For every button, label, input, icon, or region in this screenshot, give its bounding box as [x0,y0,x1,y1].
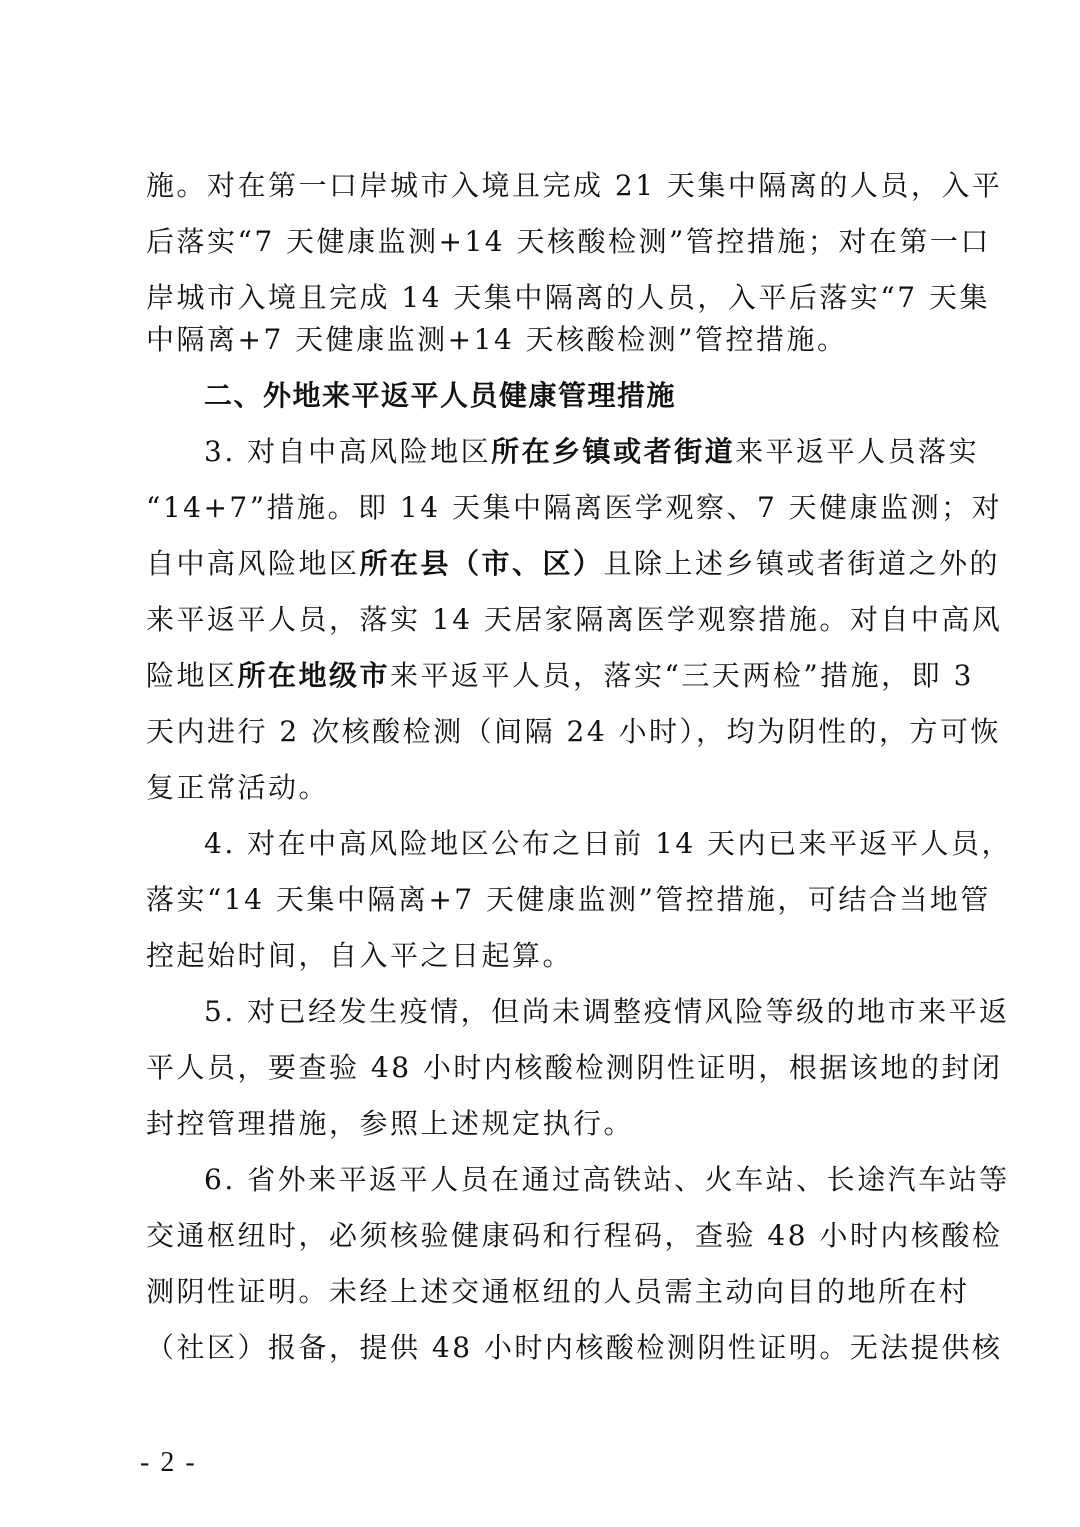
bold-text-segment: 所在乡镇或者街道 [491,435,736,468]
text-segment: 4. 对在中高风险地区公布之日前 14 天内已来平返平人员， [204,827,1013,860]
section-heading-text: 二、外地来平返平人员健康管理措施 [204,379,677,412]
text-segment: 险地区 [146,659,238,692]
text-segment: 后落实“7 天健康监测+14 天核酸检测”管控措施；对在第一口 [146,225,991,258]
text-segment: 来平返平人员落实 [735,435,980,468]
text-line [146,1328,1003,1368]
bold-text-segment: 所在县（市、区） [359,547,604,580]
text-line [204,1160,1010,1200]
text-line [204,992,1010,1032]
text-line [146,712,1002,752]
text-segment: 3. 对自中高风险地区 [204,435,492,468]
text-line [146,222,991,262]
text-line [204,432,980,472]
text-segment: 测阴性证明。未经上述交通枢纽的人员需主动向目的地所在村 [146,1275,970,1308]
text-segment: 且除上述乡镇或者街道之外的 [603,547,1001,580]
text-line [146,880,991,920]
text-segment: 封控管理措施，参照上述规定执行。 [146,1107,635,1140]
text-line [146,544,1001,584]
text-line [204,824,1013,864]
text-segment: 落实“14 天集中隔离+7 天健康监测”管控措施，可结合当地管 [146,883,991,916]
text-segment: 5. 对已经发生疫情，但尚未调整疫情风险等级的地市来平返 [204,995,1010,1028]
section-heading [204,376,946,416]
text-segment: 岸城市入境且完成 14 天集中隔离的人员，入平后落实“7 天集 [146,281,990,314]
text-line [146,320,946,360]
text-segment: 天内进行 2 次核酸检测（间隔 24 小时），均为阴性的，方可恢 [146,715,1002,748]
text-line [146,656,974,696]
text-line [146,1216,1003,1256]
text-segment: 自中高风险地区 [146,547,360,580]
text-line [146,1048,1003,1088]
bold-text-segment: 所在地级市 [237,659,391,692]
text-line [146,768,946,808]
text-segment: 复正常活动。 [146,771,330,804]
text-segment: 施。对在第一口岸城市入境且完成 21 天集中隔离的人员，入平 [146,169,1003,202]
text-segment: 平人员，要查验 48 小时内核酸检测阴性证明，根据该地的封闭 [146,1051,1003,1084]
text-line [146,488,1003,528]
text-line [146,278,990,318]
text-line [146,600,1003,640]
text-segment: “14+7”措施。即 14 天集中隔离医学观察、7 天健康监测；对 [146,491,1003,524]
text-line [146,936,946,976]
text-segment: 来平返平人员，落实“三天两检”措施，即 3 [390,659,974,692]
text-segment: （社区）报备，提供 48 小时内核酸检测阴性证明。无法提供核 [146,1331,1003,1364]
text-segment: 6. 省外来平返平人员在通过高铁站、火车站、长途汽车站等 [204,1163,1010,1196]
page-number: - 2 - [140,1447,197,1478]
text-segment: 交通枢纽时，必须核验健康码和行程码，查验 48 小时内核酸检 [146,1219,1003,1252]
text-line [146,166,1003,206]
text-line [146,1104,946,1144]
text-line [146,1272,970,1312]
text-segment: 控起始时间，自入平之日起算。 [146,939,574,972]
text-segment: 中隔离+7 天健康监测+14 天核酸检测”管控措施。 [146,323,848,356]
text-segment: 来平返平人员，落实 14 天居家隔离医学观察措施。对自中高风 [146,603,1003,636]
